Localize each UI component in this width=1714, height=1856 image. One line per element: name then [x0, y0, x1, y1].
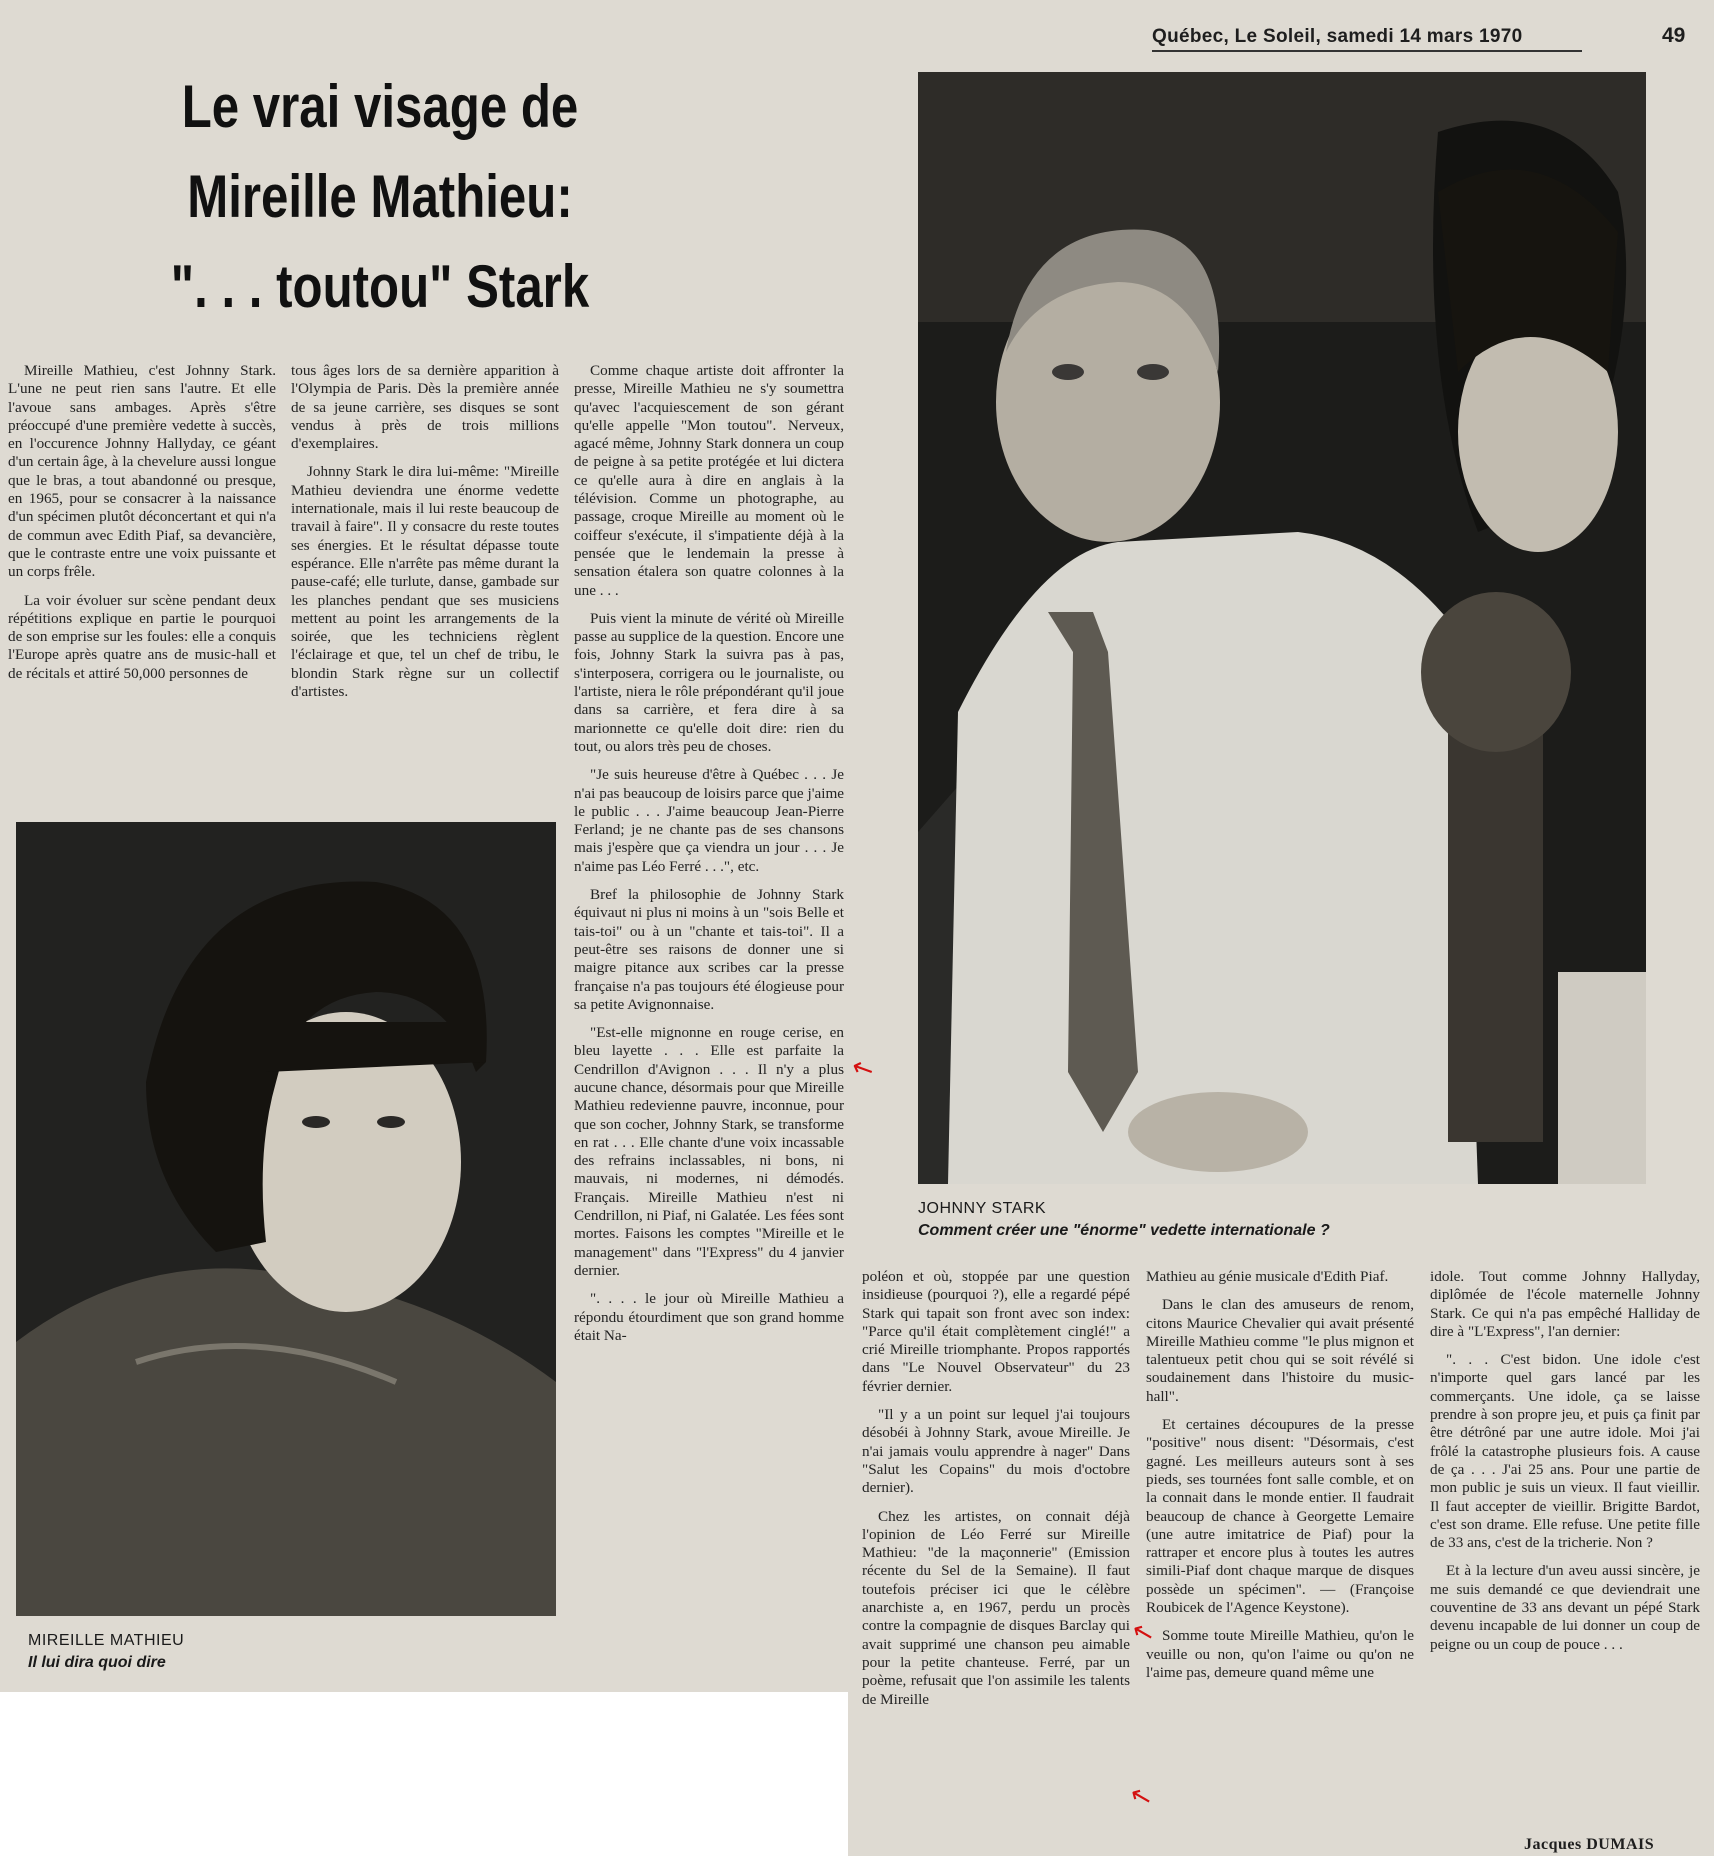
article-column-5 [1146, 1268, 1414, 1708]
paragraph: ". . . . le jour où Mireille Mathieu a répondu étourdiment que son grand homme était Na- [574, 1290, 844, 1344]
paragraph: idole. Tout comme Johnny Hallyday, diplômée de l'école maternelle Johnny Stark. Ce qui n'a pas empêché Halliday de dire à "L'Express", l'an dernier: [1430, 1268, 1700, 1340]
paragraph: Comme chaque artiste doit affronter la presse, Mireille Mathieu ne s'y soumettra qu'avec l'acquiescement de son gérant qu'elle appelle "Mon toutou". Nerveux, agacé même, Johnny Stark donnera un coup de peigne à sa petite protégée et lui dictera ce qu'elle aura à dire en anglais à la télévision. Comme un photographe, au passage, croque Mireille au moment où le coiffeur s'exécute, il s'impatiente déjà à la pensée que le lendemain la presse à sensation étalera son quatre colonnes à la une . . . [574, 362, 844, 599]
mathieu-photo-illustration [16, 822, 556, 1616]
paragraph: Johnny Stark le dira lui-même: "Mireille Mathieu deviendra une énorme vedette internationale, mais il lui reste beaucoup de travail à faire". Il y consacre du reste toutes ses énergies. Et le résultat dépasse toute espérance. Elle n'arrête pas même durant la pause-café; elle turlute, danse, gambade sur les planches pendant que ses musiciens mettent au point les arrangements de la soirée, que les techniciens règlent l'éclairage et que, tel un chef de tribu, le blondin Stark règne sur un collectif d'artistes. [291, 463, 559, 701]
paragraph: La voir évoluer sur scène pendant deux répétitions explique en partie le pourquoi de son emprise sur les foules: elle a conquis l'Europe après quatre ans de music-hall et de récitals et attiré 50,000 personnes de [8, 591, 276, 682]
article-column-3 [574, 362, 844, 1674]
byline: Jacques DUMAIS [1524, 1836, 1655, 1853]
article-column-4 [862, 1268, 1130, 1708]
paragraph: Mathieu au génie musicale d'Edith Piaf. [1146, 1268, 1389, 1285]
caption-name-mathieu: MIREILLE MATHIEU [28, 1632, 185, 1649]
paragraph: "Il y a un point sur lequel j'ai toujours désobéi à Johnny Stark, avoue Mireille. Je n'ai jamais voulu apprendre à nager" Dans "Salut les Copains" du mois d'octobre dernier). [862, 1406, 1130, 1497]
red-arrow-icon: ← [1123, 1778, 1158, 1816]
paragraph: Et certaines découpures de la presse "positive" nous disent: "Désormais, c'est gagné. Les meilleurs auteurs sont à ses pieds, ses tournées font salle comble, et on la connait dans le monde entier. Il faudrait beaucoup de chance à Georgette Lemaire (une autre imitatrice de Piaf) pour la rattraper et encore plus à toutes les autres simili-Piaf dont chaque marque de disques possède un spécimen". — (Françoise Roubicek de l'Agence Keystone). [1146, 1416, 1414, 1617]
caption-text-mathieu: Il lui dira quoi dire [28, 1654, 166, 1671]
headline-line-3: ". . . toutou" Stark [170, 253, 590, 320]
article-column-1 [8, 362, 276, 810]
article-column-2 [291, 362, 559, 810]
paragraph: Dans le clan des amuseurs de renom, citons Maurice Chevalier qui avait présenté Mireille Mathieu comme "le plus mignon et talentueux petit chou qui se soit révélé si soudainement dans l'histoire du music-hall". [1146, 1296, 1414, 1405]
caption-name-stark: JOHNNY STARK [918, 1200, 1047, 1217]
dateline: Québec, Le Soleil, samedi 14 mars 1970 [1152, 26, 1582, 52]
paragraph: "Je suis heureuse d'être à Québec . . . Je n'ai pas beaucoup de loisirs parce que j'aime le public . . . J'aime beaucoup Jean-Pierre Ferland; je ne chante pas de ses chansons mais j'espère que ça viendra un jour . . . Je n'aime pas Léo Ferré . . .", etc. [574, 766, 844, 875]
caption-text-stark: Comment créer une "énorme" vedette internationale ? [918, 1222, 1330, 1239]
paragraph: poléon et où, stoppée par une question insidieuse (pourquoi ?), elle a regardé pépé Stark qui tapait son front avec son index: "Parce qu'il était complètement cinglé!" a crié Mireille triomphante. Propos rapportés dans "Le Nouvel Observateur" du 23 février dernier. [862, 1268, 1130, 1395]
paragraph: ". . . C'est bidon. Une idole c'est n'importe quel gars lancé par les commerçants. Une idole, ça se laisse prendre à son propre jeu, et puis ça finit par être détrôné par une autre idole. Moi j'ai frôlé la catastrophe plusieurs fois. A cause de ça . . . J'ai 25 ans. Pour une partie de mon public je suis un vieux. Il faut vieillir. Il faut accepter de vieillir. Brigitte Bardot, c'est son drame. Elle refuse. Une petite fille de 33 ans, c'est de la tricherie. Non ? [1430, 1351, 1700, 1552]
paragraph: Et à la lecture d'un aveu aussi sincère, je me suis demandé ce que deviendrait une couventine de 33 ans devant un pépé Stark devenu incapable de lui donner un coup de peigne ou un coup de pouce . . . [1430, 1562, 1700, 1653]
paragraph: Chez les artistes, on connait déjà l'opinion de Léo Ferré sur Mireille Mathieu: "de la maçonnerie" (Emission récente du Sel de la Semaine). Il faut toutefois préciser ici que le célèbre anarchiste a, en 1967, perdu un procès contre la compagnie de disques Barclay qui avait supprimé une chanson peu aimable pour la petite chanteuse. Ferré, par un poème, refusait que l'on assimile les talents de Mireille [862, 1507, 1130, 1708]
headline-line-2: Mireille Mathieu: [187, 163, 573, 230]
paragraph: Somme toute Mireille Mathieu, qu'on le veuille ou non, qu'on l'aime ou qu'on ne l'aime pas, demeure quand même une [1146, 1627, 1414, 1681]
headline-line-1: Le vrai visage de [181, 73, 579, 140]
headline [118, 62, 643, 332]
paragraph: tous âges lors de sa dernière apparition à l'Olympia de Paris. Dès la première année de sa jeune carrière, ses disques se sont vendus à près de trois millions d'exemplaires. [291, 362, 559, 453]
stark-photo-illustration [918, 72, 1646, 1184]
red-arrow-icon: ← [1125, 1614, 1160, 1652]
paragraph: Bref la philosophie de Johnny Stark équivaut ni plus ni moins à un "sois Belle et tais-toi" ou à un "chante et tais-toi". Il a peut-être ses raisons de donner une si maigre pitance aux scribes car la presse française n'a pas toujours été élogieuse pour sa petite Avignonnaise. [574, 886, 844, 1013]
photo-johnny-stark [918, 72, 1646, 1184]
page-number: 49 [1662, 24, 1686, 47]
red-arrow-icon: ← [847, 1051, 879, 1087]
newspaper-page-lower [848, 1692, 1714, 1856]
article-column-6 [1430, 1268, 1700, 1668]
paragraph: "Est-elle mignonne en rouge cerise, en bleu layette . . . Elle est parfaite la Cendrillon d'Avignon . . . Il n'y a plus aucune chance, désormais pour que Mireille Mathieu redevienne pauvre, inconnue, pour que son cocher, Johnny Stark, se transforme en rat . . . Elle chante d'une voix incassable des refrains inclassables, ni bons, ni mauvais, ni modernes, ni démodés. Français. Mireille Mathieu n'est ni Cendrillon, ni Piaf, ni Galatée. Les fées sont mortes. Faisons les comptes "Mireille et le management" dans "l'Express" du 4 janvier dernier. [574, 1024, 844, 1279]
paragraph: Mireille Mathieu, c'est Johnny Stark. L'une ne peut rien sans l'autre. Et elle l'avoue sans ambages. Après s'être préoccupé d'une première vedette à succès, en l'occurence Johnny Hallyday, ce géant d'un certain âge, à la chevelure aussi longue que le bras, a tout abandonné ou presque, en 1965, pour se consacrer à la naissance d'un spécimen plutôt déconcertant et qui n'a de commun avec Edith Piaf, sa devancière, que le contraste entre une voix puissante et un corps frêle. [8, 362, 276, 581]
paragraph: Puis vient la minute de vérité où Mireille passe au supplice de la question. Encore une fois, Johnny Stark la suivra pas à pas, s'interposera, corrigera ou le journaliste, ou l'artiste, niera le rôle prépondérant qu'il joue dans sa carrière, et fera dire à sa marionnette ce qu'elle doit dire: rien du tout, ou alors très peu de choses. [574, 609, 844, 755]
photo-mireille-mathieu [16, 822, 556, 1616]
